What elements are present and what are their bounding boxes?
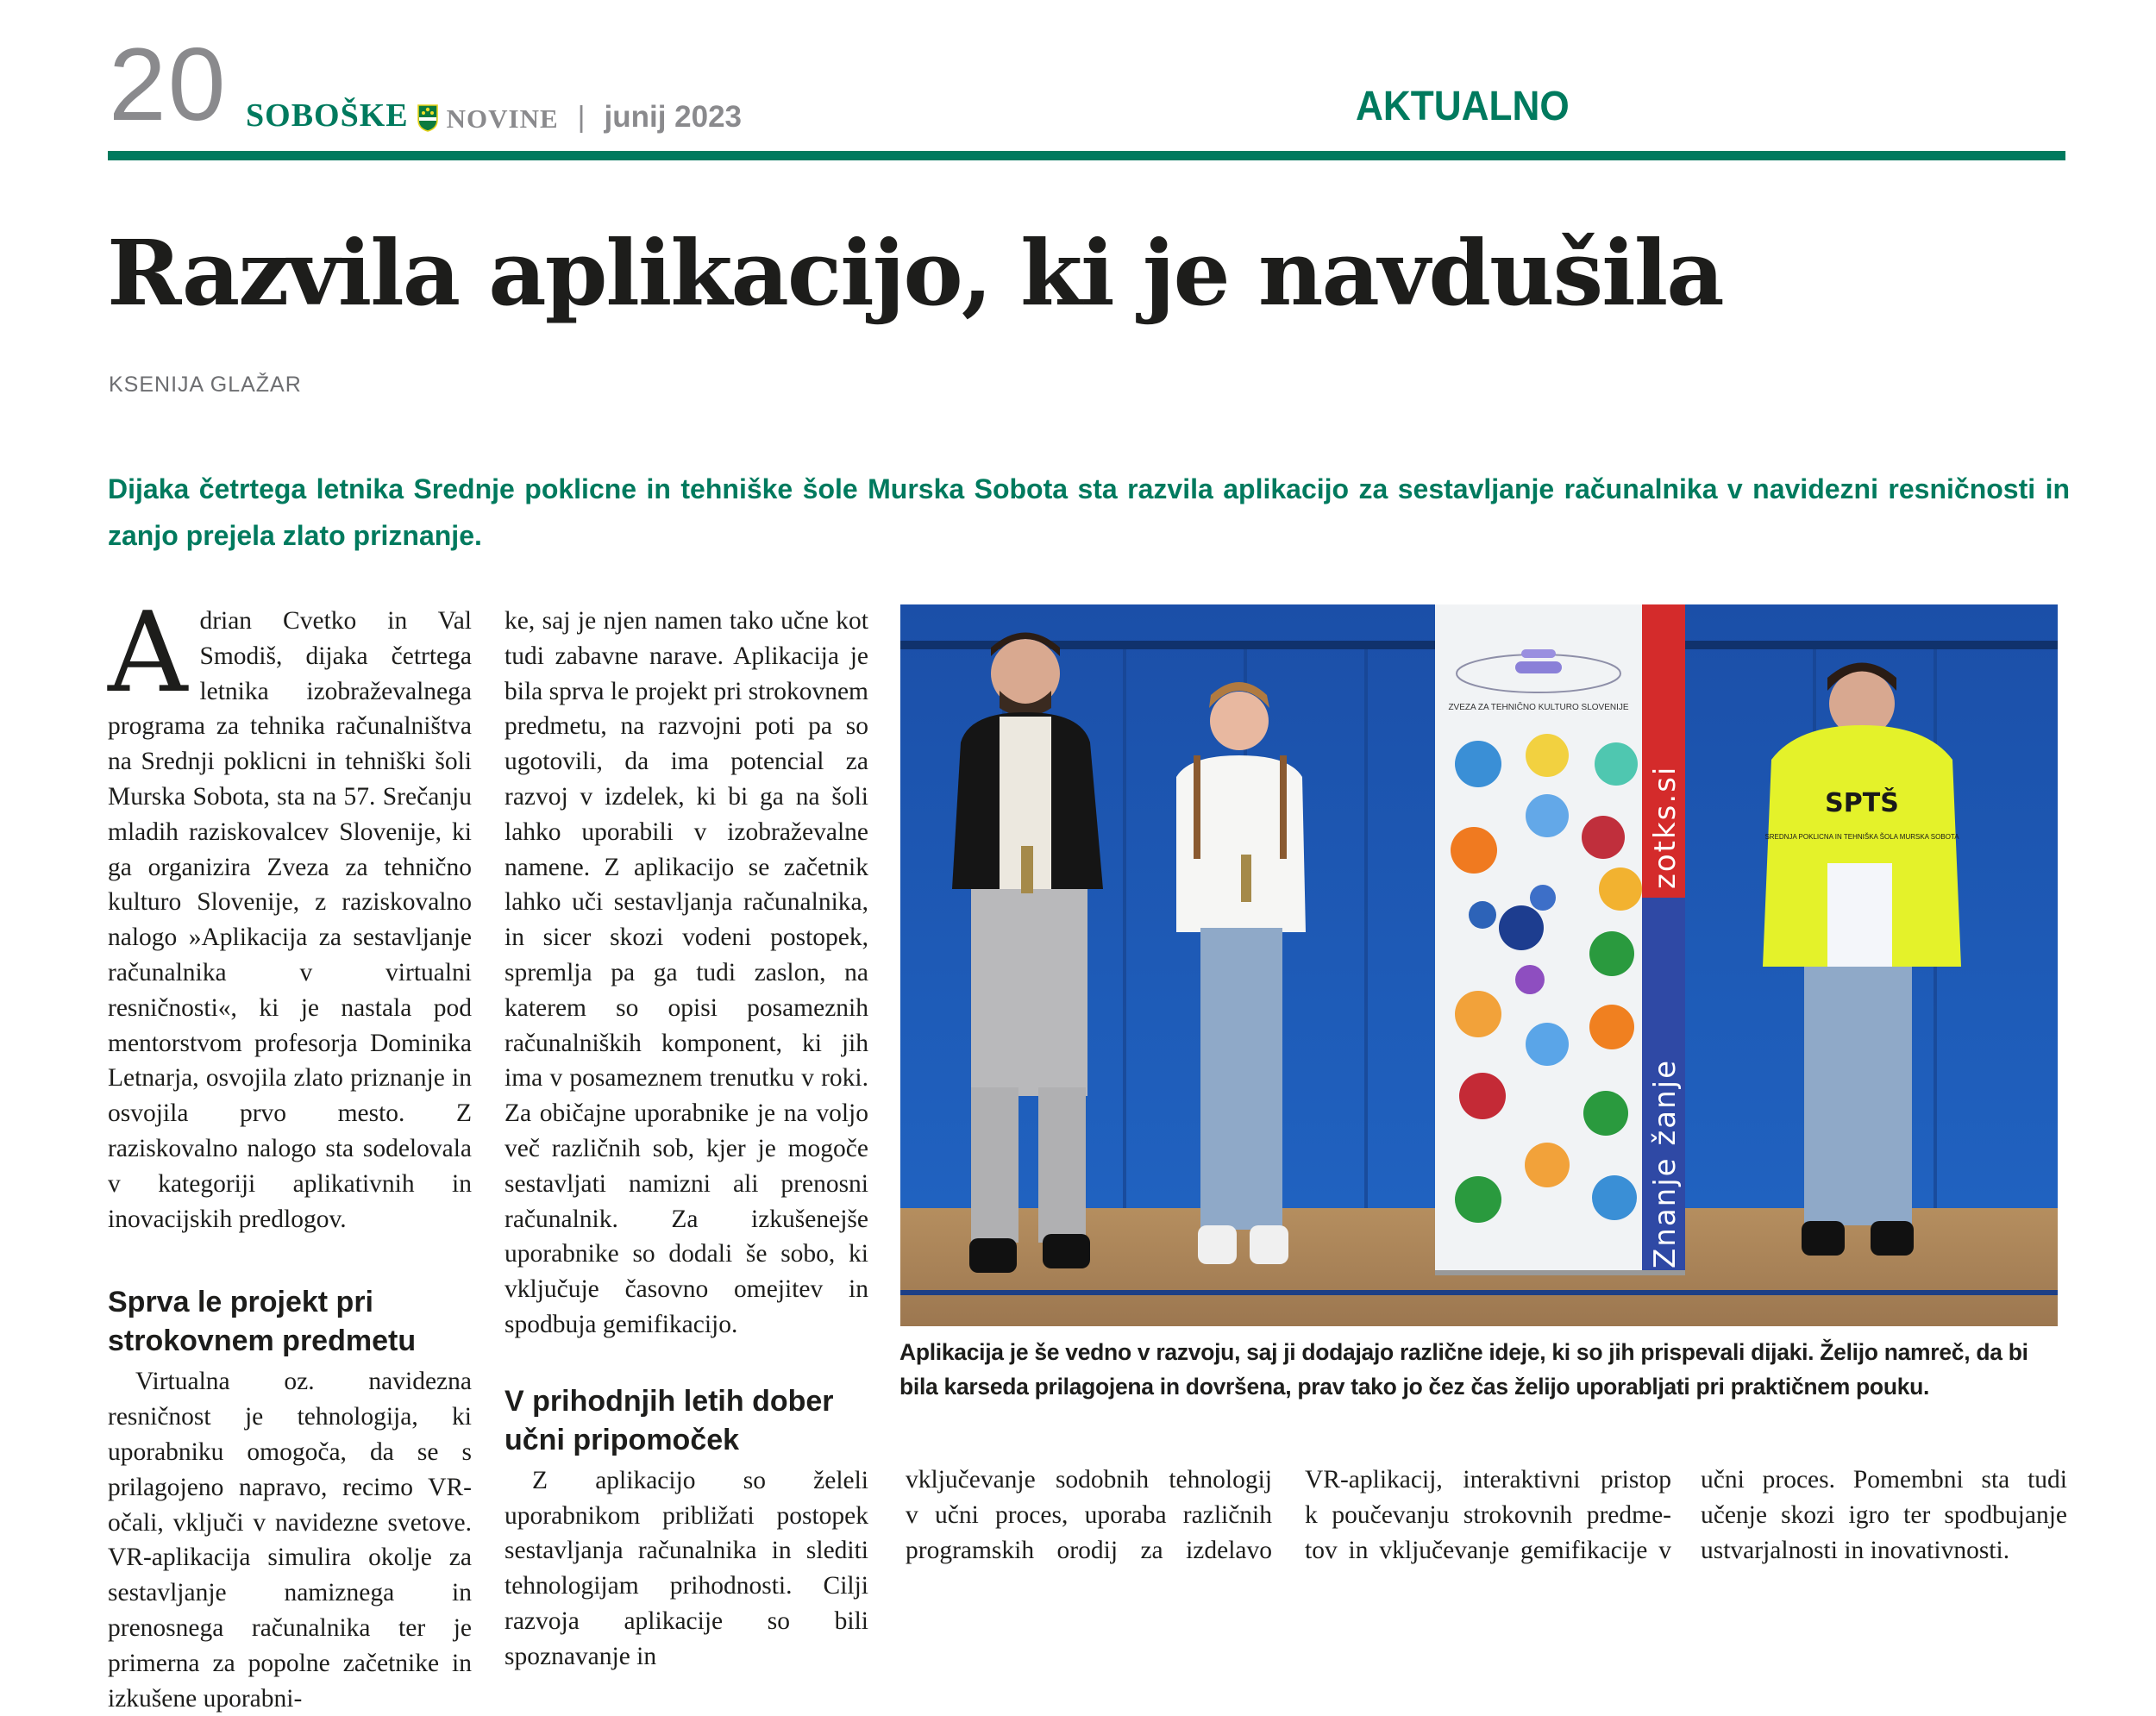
photo-caption: Aplikacija je še vedno v razvoju, saj ji dodajajo različne ideje, ki so jih prispevali dijaki. Želijo namreč, da bi bila karseda prilagojena in dovršena, prav tako jo čez čas želijo uporabljati pri praktičnem pouku.	[899, 1339, 2028, 1400]
issue-date: junij 2023	[604, 100, 743, 134]
coat-of-arms-icon	[417, 104, 438, 132]
article-photo	[900, 604, 2058, 1326]
section-1-paragraph-a: Virtualna oz. navidezna resničnost je tehnologija, ki uporabniku omogoča, da se s prilagojeno napravo, recimo VR-očali, vključi v navidezne svetove. VR-aplikacija simulira okolje za sestavljanje namiznega in prenosnega računalnika ter je primerna za popolne začetnike in izkušene uporabni-	[108, 1368, 472, 1713]
roll-up-banner	[1435, 604, 1685, 1275]
publication-name-part1: SOBOŠKE	[246, 97, 409, 134]
intro-text: drian Cvetko in Val Smodiš, dijaka četrtega letnika izobraževalnega programa za tehnika računalništva na Srednji poklicni in tehniški šoli Murska Sobota, sta na 57. Srečanju mladih raziskovalcev Slovenije, ki ga organizira Zveza za tehnično kulturo Slovenije, z raziskovalno nalogo »Aplikacija za sestavljanje računalnika v virtualni resničnosti«, ki je nastala pod mentorstvom profesorja Dominika Letnarja, osvojila zlato priznanje in osvojila prvo mesto. Z raziskovalno nalogo sta sodelovala v kategoriji aplikativnih in inovacijskih predlogov.	[108, 607, 472, 1233]
header-rule	[108, 151, 2065, 160]
text-line: učenje skozi igro ter spodbujanje	[1701, 1500, 2067, 1529]
article-column-1	[108, 589, 472, 1716]
publication-name-part2: NOVINE	[446, 103, 559, 134]
hoodie-subtext: SREDNJA POKLICNA IN TEHNIŠKA ŠOLA MURSKA SOBOTA	[1764, 833, 1959, 841]
text-line: učni proces. Pomembni sta tudi	[1701, 1466, 2067, 1494]
subheading-1: Sprva le projekt pri strokovnem predmetu	[108, 1286, 417, 1358]
hoodie-logo: SPTŠ	[1825, 788, 1899, 818]
banner-slogan: Znanje žanje	[1648, 1059, 1683, 1268]
text-line: vključevanje sodobnih tehnologij	[906, 1466, 1272, 1494]
text-line: programskih orodij za izdelavo	[906, 1536, 1272, 1564]
text-line: k poučevanju strokovnih predme-	[1305, 1500, 1671, 1529]
subheading-2: V prihodnjih letih dober učni pripomoček	[505, 1384, 834, 1456]
text-line: VR-aplikacij, interaktivni pristop	[1305, 1466, 1671, 1494]
banner-url: zotks.si	[1648, 765, 1683, 889]
page-number: 20	[109, 27, 228, 142]
bottom-column-1	[906, 1462, 1272, 1568]
photo-illustration	[900, 604, 2058, 1326]
article-column-2	[505, 604, 868, 1675]
floor-line	[900, 1290, 2058, 1295]
masthead-separator: |	[577, 101, 586, 134]
article-byline: KSENIJA GLAŽAR	[109, 373, 302, 397]
section-1-paragraph-b: ke, saj je njen namen tako učne kot tudi zabavne narave. Aplikacija je bila sprva le projekt pri strokovnem predmetu, na razvojni poti pa so ugotovili, da ima potencial za razvoj v izdelek, ki bi ga na šoli lahko uporabili v izobraževalne namene. Z aplikacijo se začetnik lahko uči sestavljanja računalnika, in sicer skozi vodeni postopek, spremlja pa ga tudi zaslon, na katerem so opisi posameznih računalniških komponent, ki jih ima v posameznem trenutku v roki. Za običajne uporabnike je na voljo več različnih sob, kjer je mogoče sestavljati namizni ali prenosni računalnik. Za izkušenejše uporabnike so dodali še sobo, ki vključuje časovno omejitev in spodbuja gemifikacijo.	[505, 607, 868, 1338]
publication-masthead	[246, 95, 742, 135]
bottom-column-2	[1305, 1462, 1671, 1568]
article-headline: Razvila aplikacijo, ki je navdušila	[107, 220, 1723, 326]
intro-paragraph	[108, 589, 472, 1237]
text-line: ustvarjalnosti in inovativnosti.	[1701, 1536, 2010, 1564]
bottom-column-3	[1701, 1462, 2067, 1568]
text-line: v učni proces, uporaba različnih	[906, 1500, 1272, 1529]
banner-org-text: ZVEZA ZA TEHNIČNO KULTURO SLOVENIJE	[1448, 703, 1629, 712]
drop-cap: A	[108, 589, 188, 717]
article-lead: Dijaka četrtega letnika Srednje poklicne in tehniške šole Murska Sobota sta razvila aplikacijo za sestavljanje računalnika v navidezni resničnosti in zanjo prejela zlato priznanje.	[108, 473, 2070, 551]
section-label: AKTUALNO	[1356, 84, 1570, 129]
section-2-paragraph: Z aplikacijo so želeli uporabnikom približati postopek sestavljanja računalnika in slediti tehnologijam prihodnosti. Cilji razvoja aplikacije so bili spoznavanje in	[505, 1466, 868, 1670]
text-line: tov in vključevanje gemifikacije v	[1305, 1536, 1671, 1564]
